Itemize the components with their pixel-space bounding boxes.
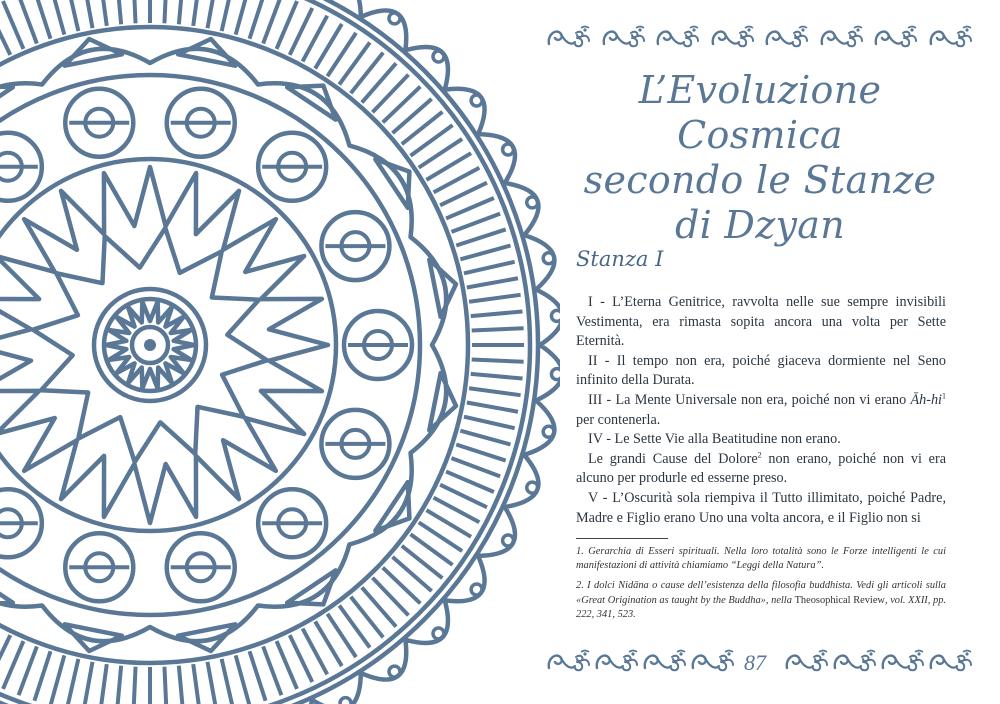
footnote-1: 1. Gerarchia di Esseri spirituali. Nella loro totalità sono le Forze intelligenti le cui manifestazioni di attività chiamiamo “Leggi della Natura”.: [576, 546, 946, 572]
paragraph: II - Il tempo non era, poiché giaceva dormiente nel Seno infinito della Durata.: [576, 352, 946, 389]
paragraph: I - L’Eterna Genitrice, ravvolta nelle sue sempre invisibili Vestimenta, era rimasta sopita ancora una volta per Sette Eternità.: [576, 294, 946, 350]
section-heading: Stanza I: [576, 247, 664, 271]
om-swirl-icon: [545, 22, 593, 52]
title-line-3: di Dzyan: [674, 203, 846, 247]
om-swirl-icon: [600, 22, 648, 52]
om-swirl-icon: [545, 646, 593, 676]
journal-title: Theosophical Review: [794, 594, 885, 606]
om-swirl-icon: [709, 22, 757, 52]
top-ornament-border: [545, 20, 975, 54]
om-swirl-icon: [654, 22, 702, 52]
om-swirl-icon: [593, 646, 641, 676]
paragraph: IV - Le Sette Vie alla Beatitudine non erano.: [588, 431, 841, 448]
footnotes: [576, 545, 946, 628]
body-text: [576, 293, 946, 528]
emphasis-term: Āh-hi: [910, 391, 942, 408]
om-swirl-icon: [641, 646, 689, 676]
om-swirl-icon: [818, 22, 866, 52]
title-line-1: L’Evoluzione Cosmica: [638, 68, 882, 157]
om-swirl-icon: [872, 22, 920, 52]
paragraph: Le grandi Cause del Dolore$^2$ non erano, poiché non vi era alcuno per produrle ed esserne preso.: [576, 450, 946, 487]
page-number: 87: [744, 650, 766, 675]
om-swirl-icon: [927, 22, 975, 52]
footnote-ref-2: 2: [757, 450, 762, 460]
om-swirl-icon: [879, 646, 927, 676]
om-swirl-icon: [763, 22, 811, 52]
paragraph: V - L’Oscurità sola riempiva il Tutto illimitato, poiché Padre, Madre e Figlio erano Uno una volta ancora, e il Figlio non si: [576, 489, 946, 526]
footnote-ref-1: 1: [942, 391, 946, 401]
chapter-title: [560, 68, 960, 248]
title-line-2: secondo le Stanze: [583, 158, 937, 202]
paragraph: III - La Mente Universale non era, poiché non vi erano $Āh-hi^1$ per contenerla.: [576, 391, 946, 428]
om-swirl-icon: [831, 646, 879, 676]
footnote-divider: [576, 538, 668, 539]
footnote-2: 2. I dolci Nidāna o cause dell’esistenza della filosofia buddhista. Vedi gli articoli sulla «Great Origination as taught by the Buddha», nella Theosophical Review, vol. XXII, pp. 222, 341, 523.: [576, 580, 946, 620]
om-swirl-icon: [927, 646, 975, 676]
